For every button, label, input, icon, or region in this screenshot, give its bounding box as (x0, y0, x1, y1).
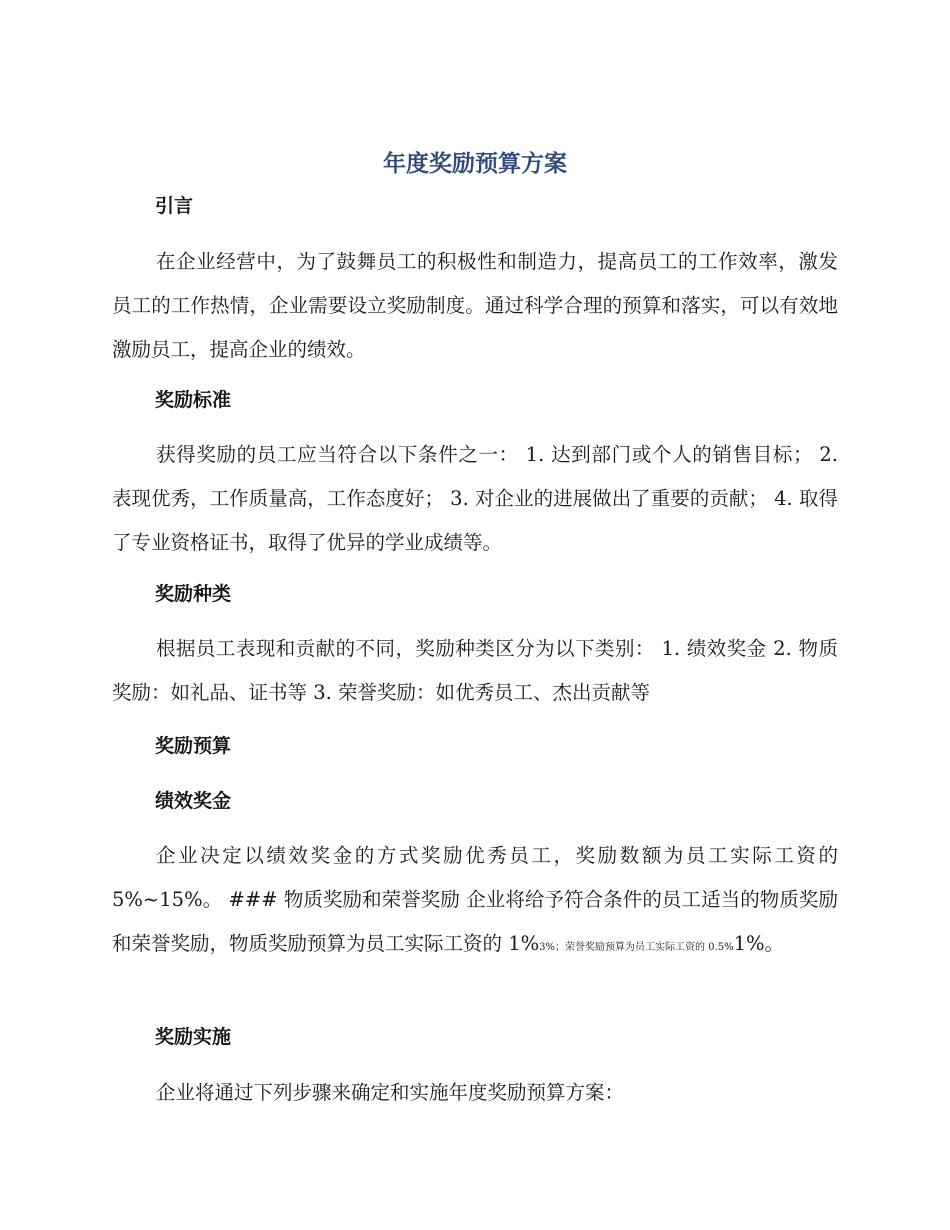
paragraph-bonus-small: 3%；荣誉奖励预算为员工实际工资的 0.5% (539, 942, 734, 953)
heading-types: 奖励种类 (155, 583, 232, 605)
paragraph-standard: 获得奖励的员工应当符合以下条件之一： 1. 达到部门或个人的销售目标； 2. 表现优秀，工作质量高，工作态度好； 3. 对企业的进展做出了重要的贡献； 4. 取得了专业资格证书，取得了优异的学业成绩等。 (112, 443, 838, 554)
paragraph-bonus (112, 834, 838, 966)
heading-implementation: 奖励实施 (155, 1026, 232, 1048)
heading-standard: 奖励标准 (155, 389, 232, 411)
heading-intro: 引言 (155, 195, 194, 217)
paragraph-bonus-main: 企业决定以绩效奖金的方式奖励优秀员工，奖励数额为员工实际工资的5%~15%。 ### 物质奖励和荣誉奖励 企业将给予符合条件的员工适当的物质奖励和荣誉奖励，物质奖励预算为员工实际工资的 1% (112, 844, 838, 955)
paragraph-bonus-end: 1%。 (733, 932, 785, 955)
paragraph-intro: 在企业经营中，为了鼓舞员工的积极性和制造力，提高员工的工作效率，激发员工的工作热情，企业需要设立奖励制度。通过科学合理的预算和落实，可以有效地激励员工，提高企业的绩效。 (112, 250, 838, 361)
heading-budget: 奖励预算 (155, 735, 232, 757)
paragraph-types: 根据员工表现和贡献的不同，奖励种类区分为以下类别： 1. 绩效奖金 2. 物质奖励：如礼品、证书等 3. 荣誉奖励：如优秀员工、杰出贡献等 (112, 637, 838, 704)
document-title: 年度奖励预算方案 (383, 151, 567, 177)
paragraph-implementation: 企业将通过下列步骤来确定和实施年度奖励预算方案： (156, 1081, 625, 1104)
heading-bonus: 绩效奖金 (155, 790, 232, 812)
